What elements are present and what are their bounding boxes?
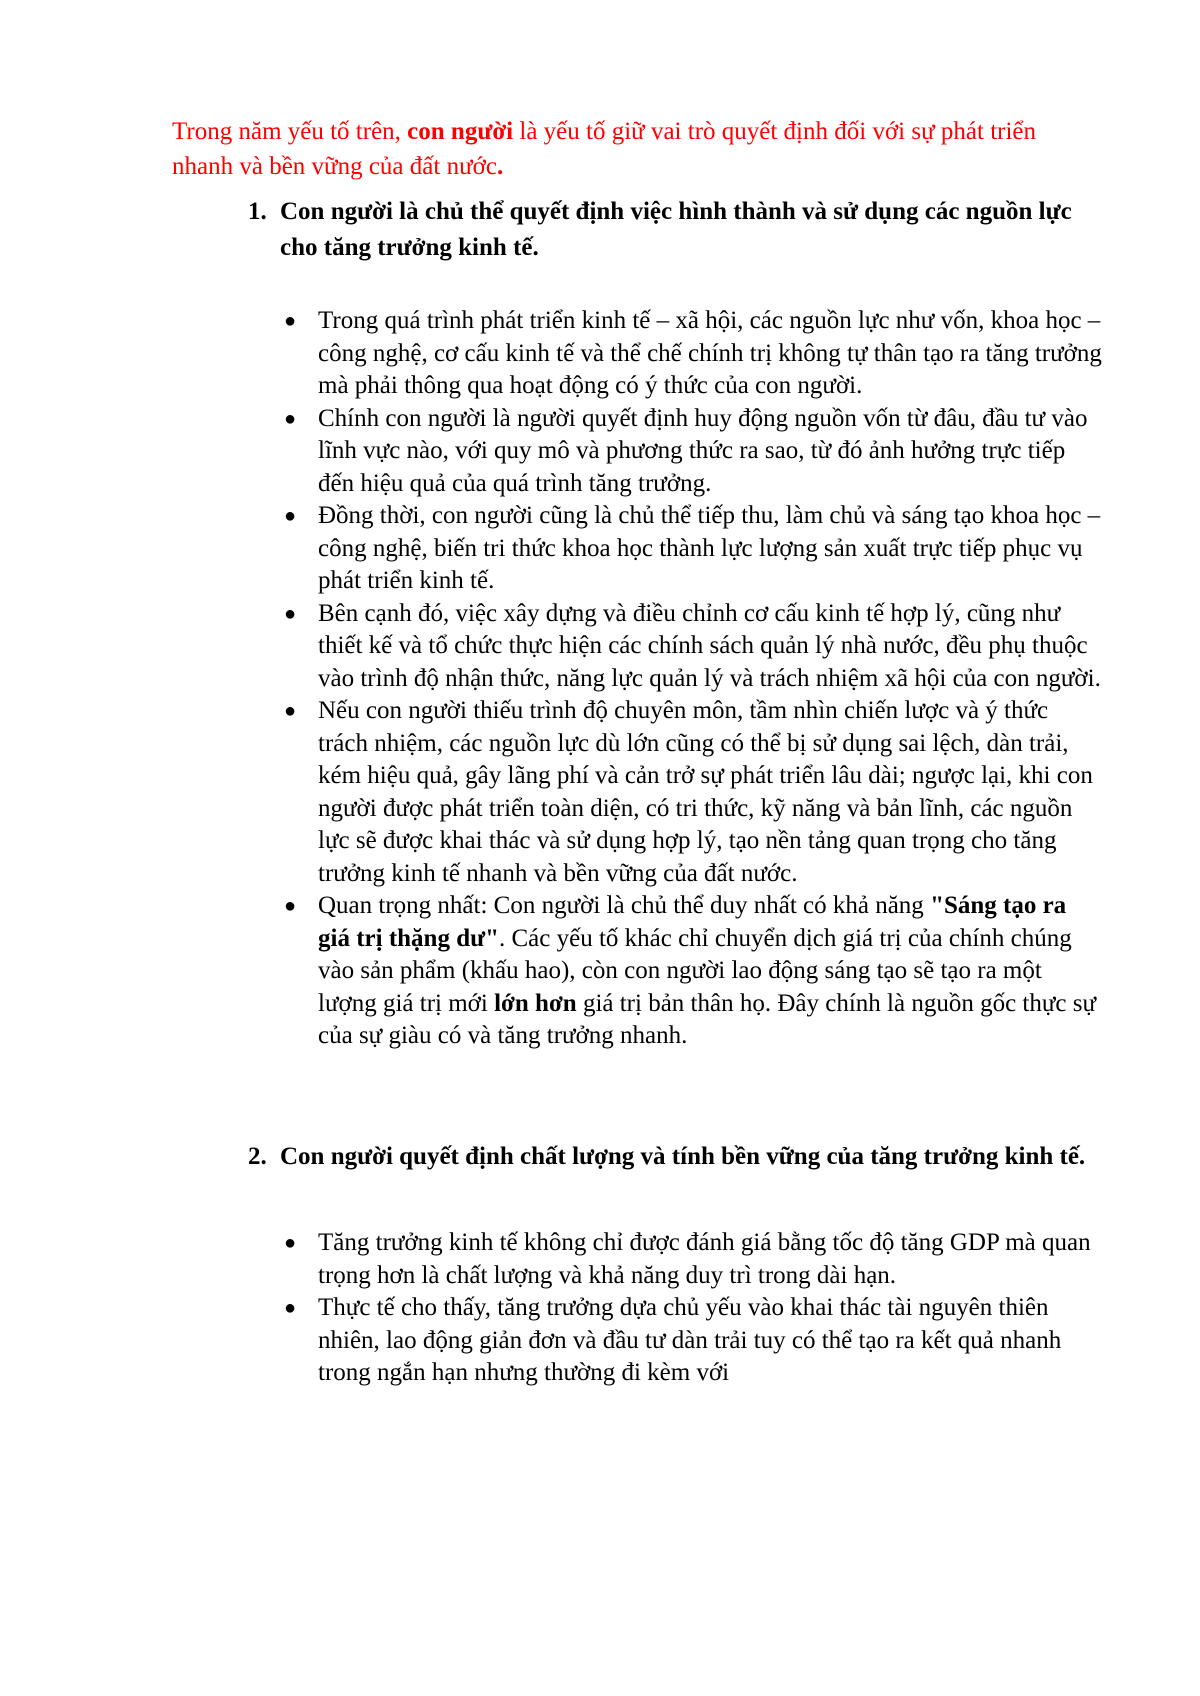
section-2-bullet-list: [284, 1227, 1104, 1390]
list-item-text: Bên cạnh đó, việc xây dựng và điều chỉnh cơ cấu kinh tế hợp lý, cũng như thiết kế và tổ chức thực hiện các chính sách quản lý nhà nước, đều phụ thuộc vào trình độ nhận thức, năng lực quản lý và trách nhiệm xã hội của con người.: [318, 599, 1101, 692]
list-item-text: Tăng trưởng kinh tế không chỉ được đánh giá bằng tốc độ tăng GDP mà quan trọng hơn là chất lượng và khả năng duy trì trong dài hạn.: [318, 1229, 1091, 1289]
list-item-text: Thực tế cho thấy, tăng trưởng dựa chủ yếu vào khai thác tài nguyên thiên nhiên, lao động giản đơn và đầu tư dàn trải tuy có thể tạo ra kết quả nhanh trong ngắn hạn nhưng thường đi kèm với: [318, 1294, 1062, 1386]
bullet-icon: ●: [284, 895, 297, 917]
special-text-d: lớn hơn: [494, 989, 577, 1017]
list-item: [284, 695, 1104, 890]
section-1-title: Con người là chủ thể quyết định việc hình thành và sử dụng các nguồn lực cho tăng trưởng kinh tế.: [280, 198, 1072, 261]
section-2-title: Con người quyết định chất lượng và tính bền vững của tăng trưởng kinh tế.: [280, 1143, 1086, 1170]
section-1-heading: [248, 194, 1088, 266]
intro-period: .: [496, 153, 504, 180]
list-item: [284, 403, 1104, 501]
section-2-number: 2.: [248, 1143, 267, 1170]
intro-text-1: Trong năm yếu tố trên,: [172, 118, 408, 145]
bullet-icon: ●: [284, 1232, 297, 1254]
intro-paragraph: [172, 114, 1092, 184]
special-text-a: Quan trọng nhất: Con người là chủ thể duy nhất có khả năng: [318, 892, 931, 919]
list-item: [284, 305, 1104, 403]
intro-text-2: là yếu tố giữ vai trò quyết định đối với sự phát triển nhanh và bền vững của đất nước: [172, 118, 1037, 180]
list-item: [284, 1227, 1104, 1292]
bullet-icon: ●: [284, 505, 297, 527]
special-text-b: "Sáng tạo ra giá trị thặng dư": [318, 892, 1067, 952]
special-text-e: giá trị bản thân họ. Đây chính là nguồn gốc thực sự của sự giàu có và tăng trưởng nhanh.: [318, 989, 1097, 1049]
bullet-icon: ●: [284, 700, 297, 722]
section-1-number: 1.: [248, 198, 267, 225]
list-item-text: Đồng thời, con người cũng là chủ thể tiếp thu, làm chủ và sáng tạo khoa học – công nghệ, biến tri thức khoa học thành lực lượng sản xuất trực tiếp phục vụ phát triển kinh tế.: [318, 502, 1101, 594]
list-item: [284, 500, 1104, 598]
bullet-icon: ●: [284, 407, 297, 430]
intro-emphasis: con người: [407, 118, 514, 145]
bullet-icon: ●: [284, 1297, 297, 1319]
bullet-icon: ●: [284, 602, 297, 625]
section-2-heading: [248, 1139, 1088, 1175]
bullet-icon: ●: [284, 310, 297, 332]
section-1-bullet-list: [284, 305, 1104, 1053]
list-item: [284, 1292, 1104, 1390]
list-item-text: Trong quá trình phát triển kinh tế – xã hội, các nguồn lực như vốn, khoa học – công nghệ, cơ cấu kinh tế và thể chế chính trị không tự thân tạo ra tăng trưởng mà phải thông qua hoạt động có ý thức của con người.: [318, 307, 1102, 399]
list-item-text: Nếu con người thiếu trình độ chuyên môn, tầm nhìn chiến lược và ý thức trách nhiệm, các nguồn lực dù lớn cũng có thể bị sử dụng sai lệch, dàn trải, kém hiệu quả, gây lãng phí và cản trở sự phát triển lâu dài; ngược lại, khi con người được phát triển toàn diện, có tri thức, kỹ năng và bản lĩnh, các nguồn lực sẽ được khai thác và sử dụng hợp lý, tạo nền tảng quan trọng cho tăng trưởng kinh tế nhanh và bền vững của đất nước.: [318, 697, 1093, 887]
list-item-text: Chính con người là người quyết định huy động nguồn vốn từ đâu, đầu tư vào lĩnh vực nào, với quy mô và phương thức ra sao, từ đó ảnh hưởng trực tiếp đến hiệu quả của quá trình tăng trưởng.: [318, 404, 1088, 497]
special-text-c: . Các yếu tố khác chỉ chuyển dịch giá trị của chính chúng vào sản phẩm (khấu hao), còn con người lao động sáng tạo sẽ tạo ra một lượng giá trị mới: [318, 924, 1072, 1017]
list-item: [284, 890, 1104, 1053]
list-item: [284, 598, 1104, 696]
